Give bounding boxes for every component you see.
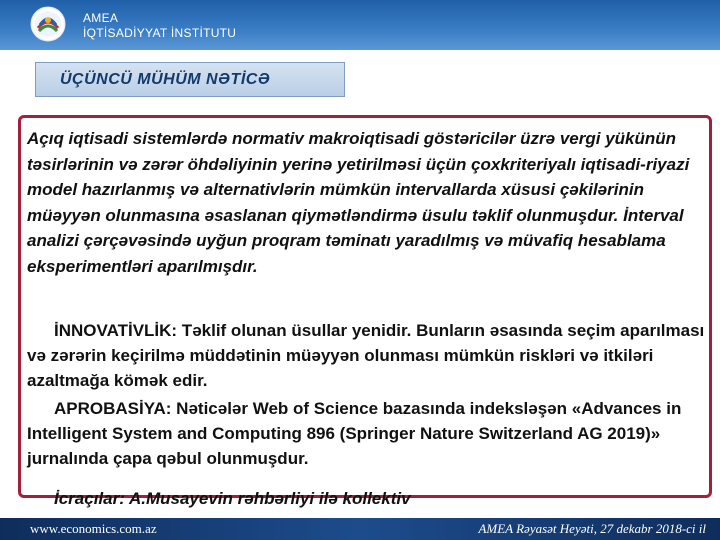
- institute-emblem-icon: [30, 6, 66, 42]
- org-name-line-1: AMEA: [83, 11, 119, 25]
- org-name-line-2: İQTİSADİYYAT İNSTİTUTU: [83, 26, 237, 40]
- content-frame: [18, 115, 712, 508]
- header-bar: [0, 0, 720, 50]
- footer-event: AMEA Rəyasət Heyəti, 27 dekabr 2018-ci il: [478, 521, 706, 536]
- slide-title: ÜÇÜNCÜ MÜHÜM NƏTİCƏ: [60, 71, 271, 88]
- main-result-paragraph: Açıq iqtisadi sistemlərdə normativ makroiqtisadi göstəricilər üzrə vergi yükünün təsirlərinin və zərər öhdəliyinin yerinə yetirilməsi üçün çoxkriteriyalı iqtisadi-riyazi model hazırlanmış və alternativlərin mümkün intervallarda xüsusi çəkilərinin müəyyən olunmasına əsaslanan qiymətləndirmə üsulu təklif olunmuşdur. İnterval analizi çərçəvəsində uyğun proqram təminatı yaradılmış və müvafiq hesablama eksperimentləri aparılmışdır.: [27, 129, 690, 276]
- approbation-paragraph: APROBASİYA: Nəticələr Web of Science bazasında indeksləşən «Advances in Intelligent System and Computing 896 (Springer Nature Switzerland AG 2019)» jurnalında çapa qəbul olunmuşdur.: [27, 399, 682, 468]
- footer-bar: [0, 518, 720, 540]
- executors-paragraph: İcraçılar: A.Musayevin rəhbərliyi ilə kollektiv: [54, 489, 411, 508]
- footer-website[interactable]: www.economics.com.az: [30, 521, 157, 536]
- slide-title-bar: [35, 62, 345, 97]
- innovation-paragraph: İNNOVATİVLİK: Təklif olunan üsullar yenidir. Bunların əsasında seçim aparılması və zərərin keçirilmə müddətinin müəyyən olunması mümkün riskləri və itkiləri azaltmağa kömək edir.: [27, 321, 705, 390]
